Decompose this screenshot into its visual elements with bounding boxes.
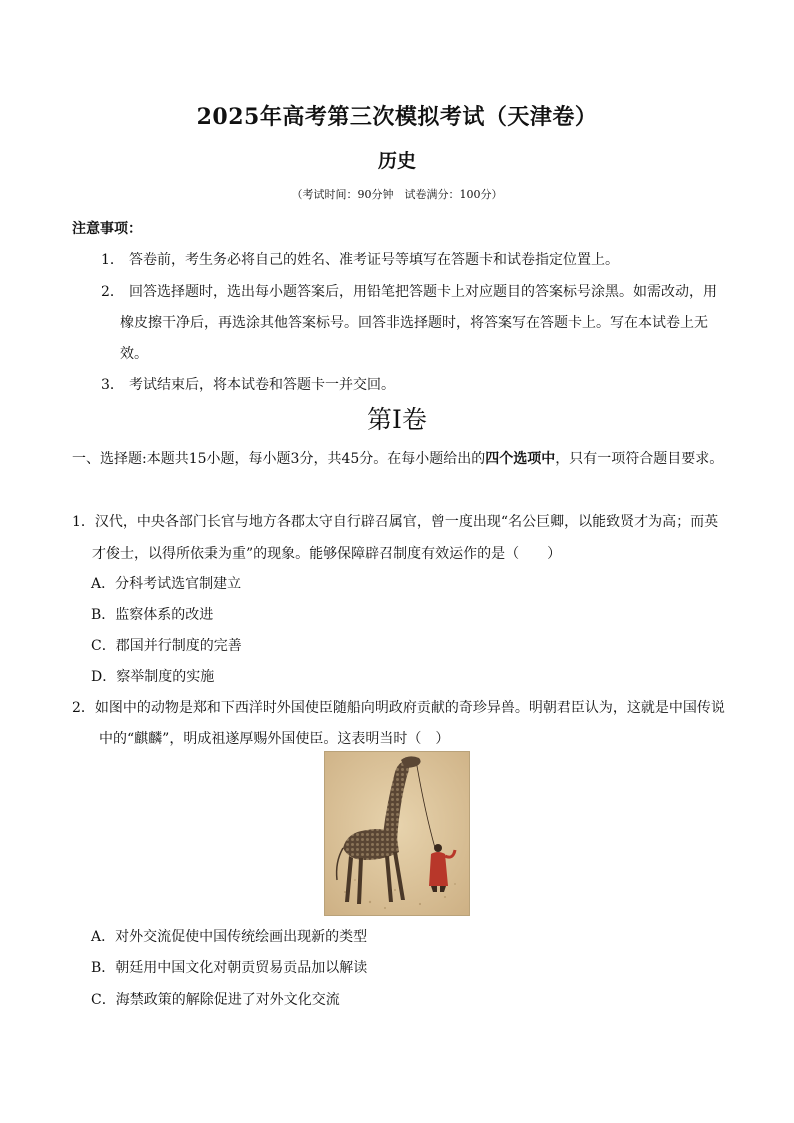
question-1-option-a[interactable]: A．分科考试选官制建立 <box>91 576 242 592</box>
notice-item-1: 1． 答卷前，考生务必将自己的姓名、准考证号等填写在答题卡和试卷指定位置上。 <box>101 252 619 268</box>
question-2: 2．如图中的动物是郑和下西洋时外国使臣随船向明政府贡献的奇珍异兽。明朝君臣认为，这就是中国传说 <box>72 700 725 716</box>
question-number: 2． <box>72 700 95 716</box>
exam-meta: （考试时间：90分钟 试卷满分：100分） <box>291 188 503 201</box>
section-label: 一、选择题: <box>72 451 147 467</box>
question-1-option-d[interactable]: D．察举制度的实施 <box>91 669 215 685</box>
question-1-option-c[interactable]: C．郡国并行制度的完善 <box>91 638 242 654</box>
notice-item-2: 2． 回答选择题时，选出每小题答案后，用铅笔把答题卡上对应题目的答案标号涂黑。如需改动，用 <box>101 284 717 300</box>
question-1-line-2: 才俊士，以得所依秉为重”的现象。能够保障辟召制度有效运作的是（ ） <box>92 546 562 562</box>
notice-item-2-line-2: 橡皮擦干净后，再选涂其他答案标号。回答非选择题时，将答案写在答题卡上。写在本试卷上无 <box>120 315 708 331</box>
section-instructions: 一、选择题:本题共15小题，每小题3分，共45分。在每小题给出的四个选项中，只有一项符合题目要求。 <box>72 451 724 467</box>
question-2-option-a[interactable]: A．对外交流促使中国传统绘画出现新的类型 <box>91 929 368 945</box>
question-2-option-b[interactable]: B．朝廷用中国文化对朝贡贸易贡品加以解读 <box>91 960 368 976</box>
notice-item-3: 3． 考试结束后，将本试卷和答题卡一并交回。 <box>101 377 395 393</box>
subject-title: 历史 <box>377 150 416 172</box>
question-2-option-c[interactable]: C．海禁政策的解除促进了对外文化交流 <box>91 992 340 1008</box>
giraffe-painting-image <box>324 751 470 916</box>
question-1: 1．汉代，中央各部门长官与地方各郡太守自行辟召属官，曾一度出现“名公巨卿，以能致贤才为高；而英 <box>72 514 719 530</box>
question-number: 1． <box>72 514 95 530</box>
notice-heading: 注意事项： <box>72 221 142 237</box>
exam-title: 2025年高考第三次模拟考试（天津卷） <box>196 104 598 130</box>
part-title: 第Ⅰ卷 <box>367 405 427 434</box>
question-1-option-b[interactable]: B．监察体系的改进 <box>91 607 214 623</box>
notice-item-2-line-3: 效。 <box>120 346 148 362</box>
question-2-line-2: 中的“麒麟”，明成祖遂厚赐外国使臣。这表明当时（ ） <box>99 731 450 747</box>
